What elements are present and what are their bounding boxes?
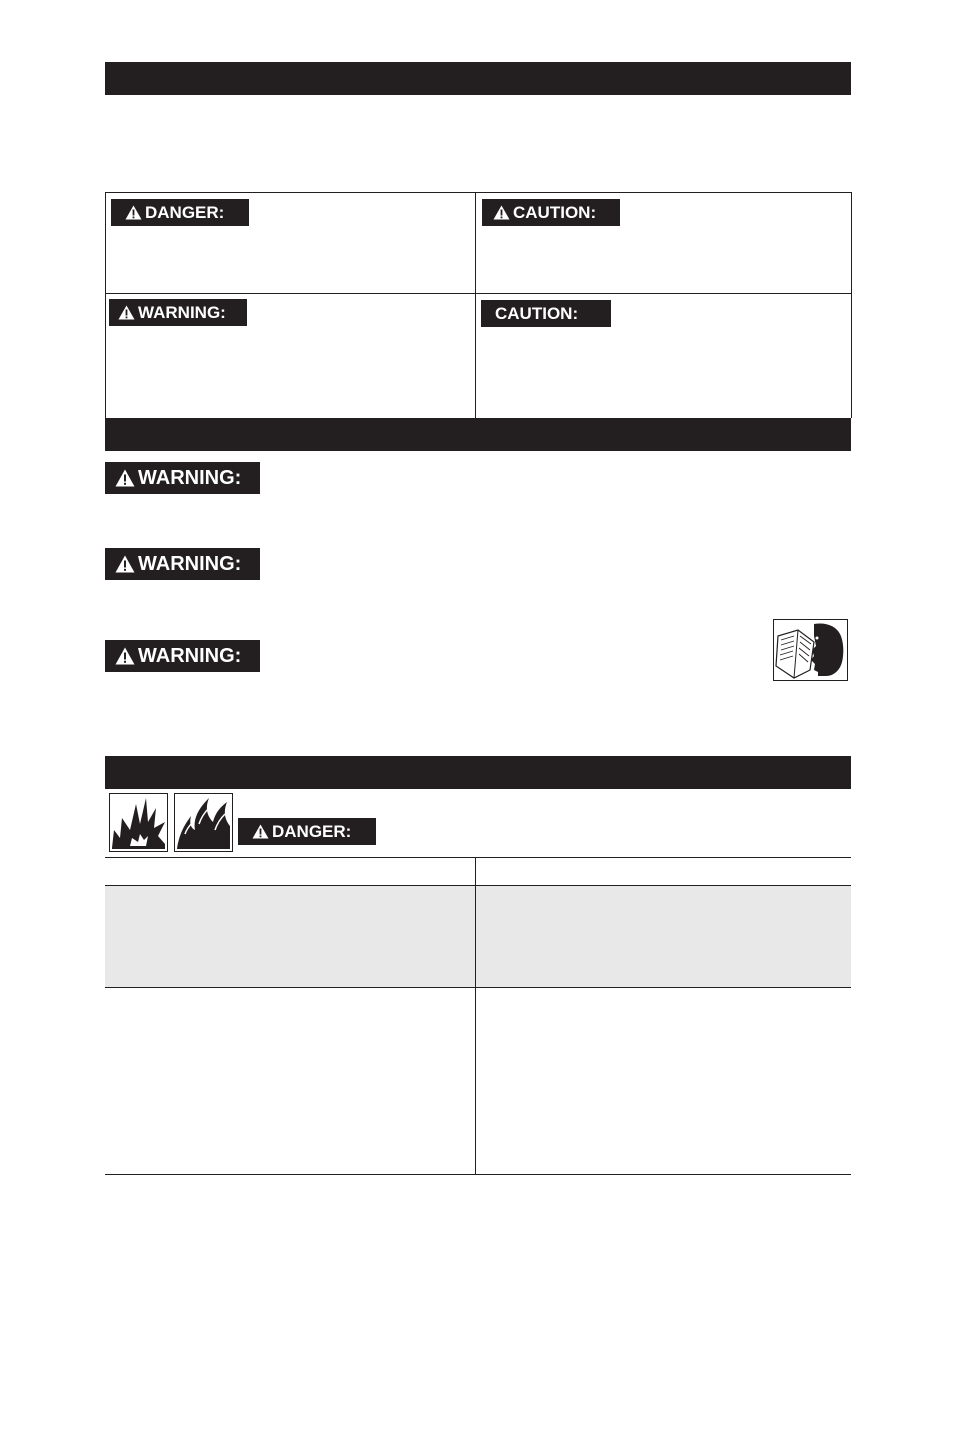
danger-label-text: DANGER: — [145, 202, 225, 222]
fire-icon — [174, 793, 233, 852]
warning-triangle-icon — [115, 555, 135, 573]
definitions-box-top-border — [105, 192, 851, 193]
definitions-box-left-border — [105, 192, 106, 418]
warning-triangle-icon — [493, 205, 510, 220]
section-header-bar-1 — [105, 62, 851, 95]
warning-triangle-icon — [118, 305, 135, 320]
warning-label-2 — [105, 548, 260, 580]
caution-plain-label — [481, 300, 611, 327]
hazard-table-shaded-row — [105, 886, 851, 987]
warning-definition-label-text: WARNING: — [138, 302, 226, 322]
caution-alert-label-text: CAUTION: — [513, 202, 597, 222]
warning-definition-label — [109, 299, 247, 326]
caution-plain-label-text: CAUTION: — [495, 303, 579, 323]
hazard-table-bottom-border — [105, 1174, 851, 1175]
warning-triangle-icon — [125, 205, 142, 220]
explosion-icon — [109, 793, 168, 852]
warning-label-1 — [105, 462, 260, 494]
hazard-table-top-border — [105, 857, 851, 858]
hazard-table-row-divider — [105, 987, 851, 988]
section-header-bar-2 — [105, 418, 851, 451]
section-header-bar-3 — [105, 756, 851, 789]
warning-label-1-text: WARNING: — [138, 466, 242, 489]
hazard-table-column-divider — [475, 857, 476, 1175]
definitions-box-middle-divider — [105, 293, 851, 294]
warning-label-2-text: WARNING: — [138, 552, 242, 575]
read-manual-icon — [773, 619, 848, 681]
warning-label-3-text: WARNING: — [138, 644, 242, 667]
warning-triangle-icon — [115, 647, 135, 665]
danger-label — [111, 199, 249, 226]
danger-fire-label — [238, 818, 376, 845]
warning-triangle-icon — [115, 469, 135, 487]
caution-alert-label — [482, 199, 620, 226]
definitions-box-right-border — [851, 192, 852, 418]
warning-triangle-icon — [252, 824, 269, 839]
warning-label-3 — [105, 640, 260, 672]
danger-fire-label-text: DANGER: — [272, 821, 352, 841]
definitions-box-center-divider — [475, 192, 476, 418]
